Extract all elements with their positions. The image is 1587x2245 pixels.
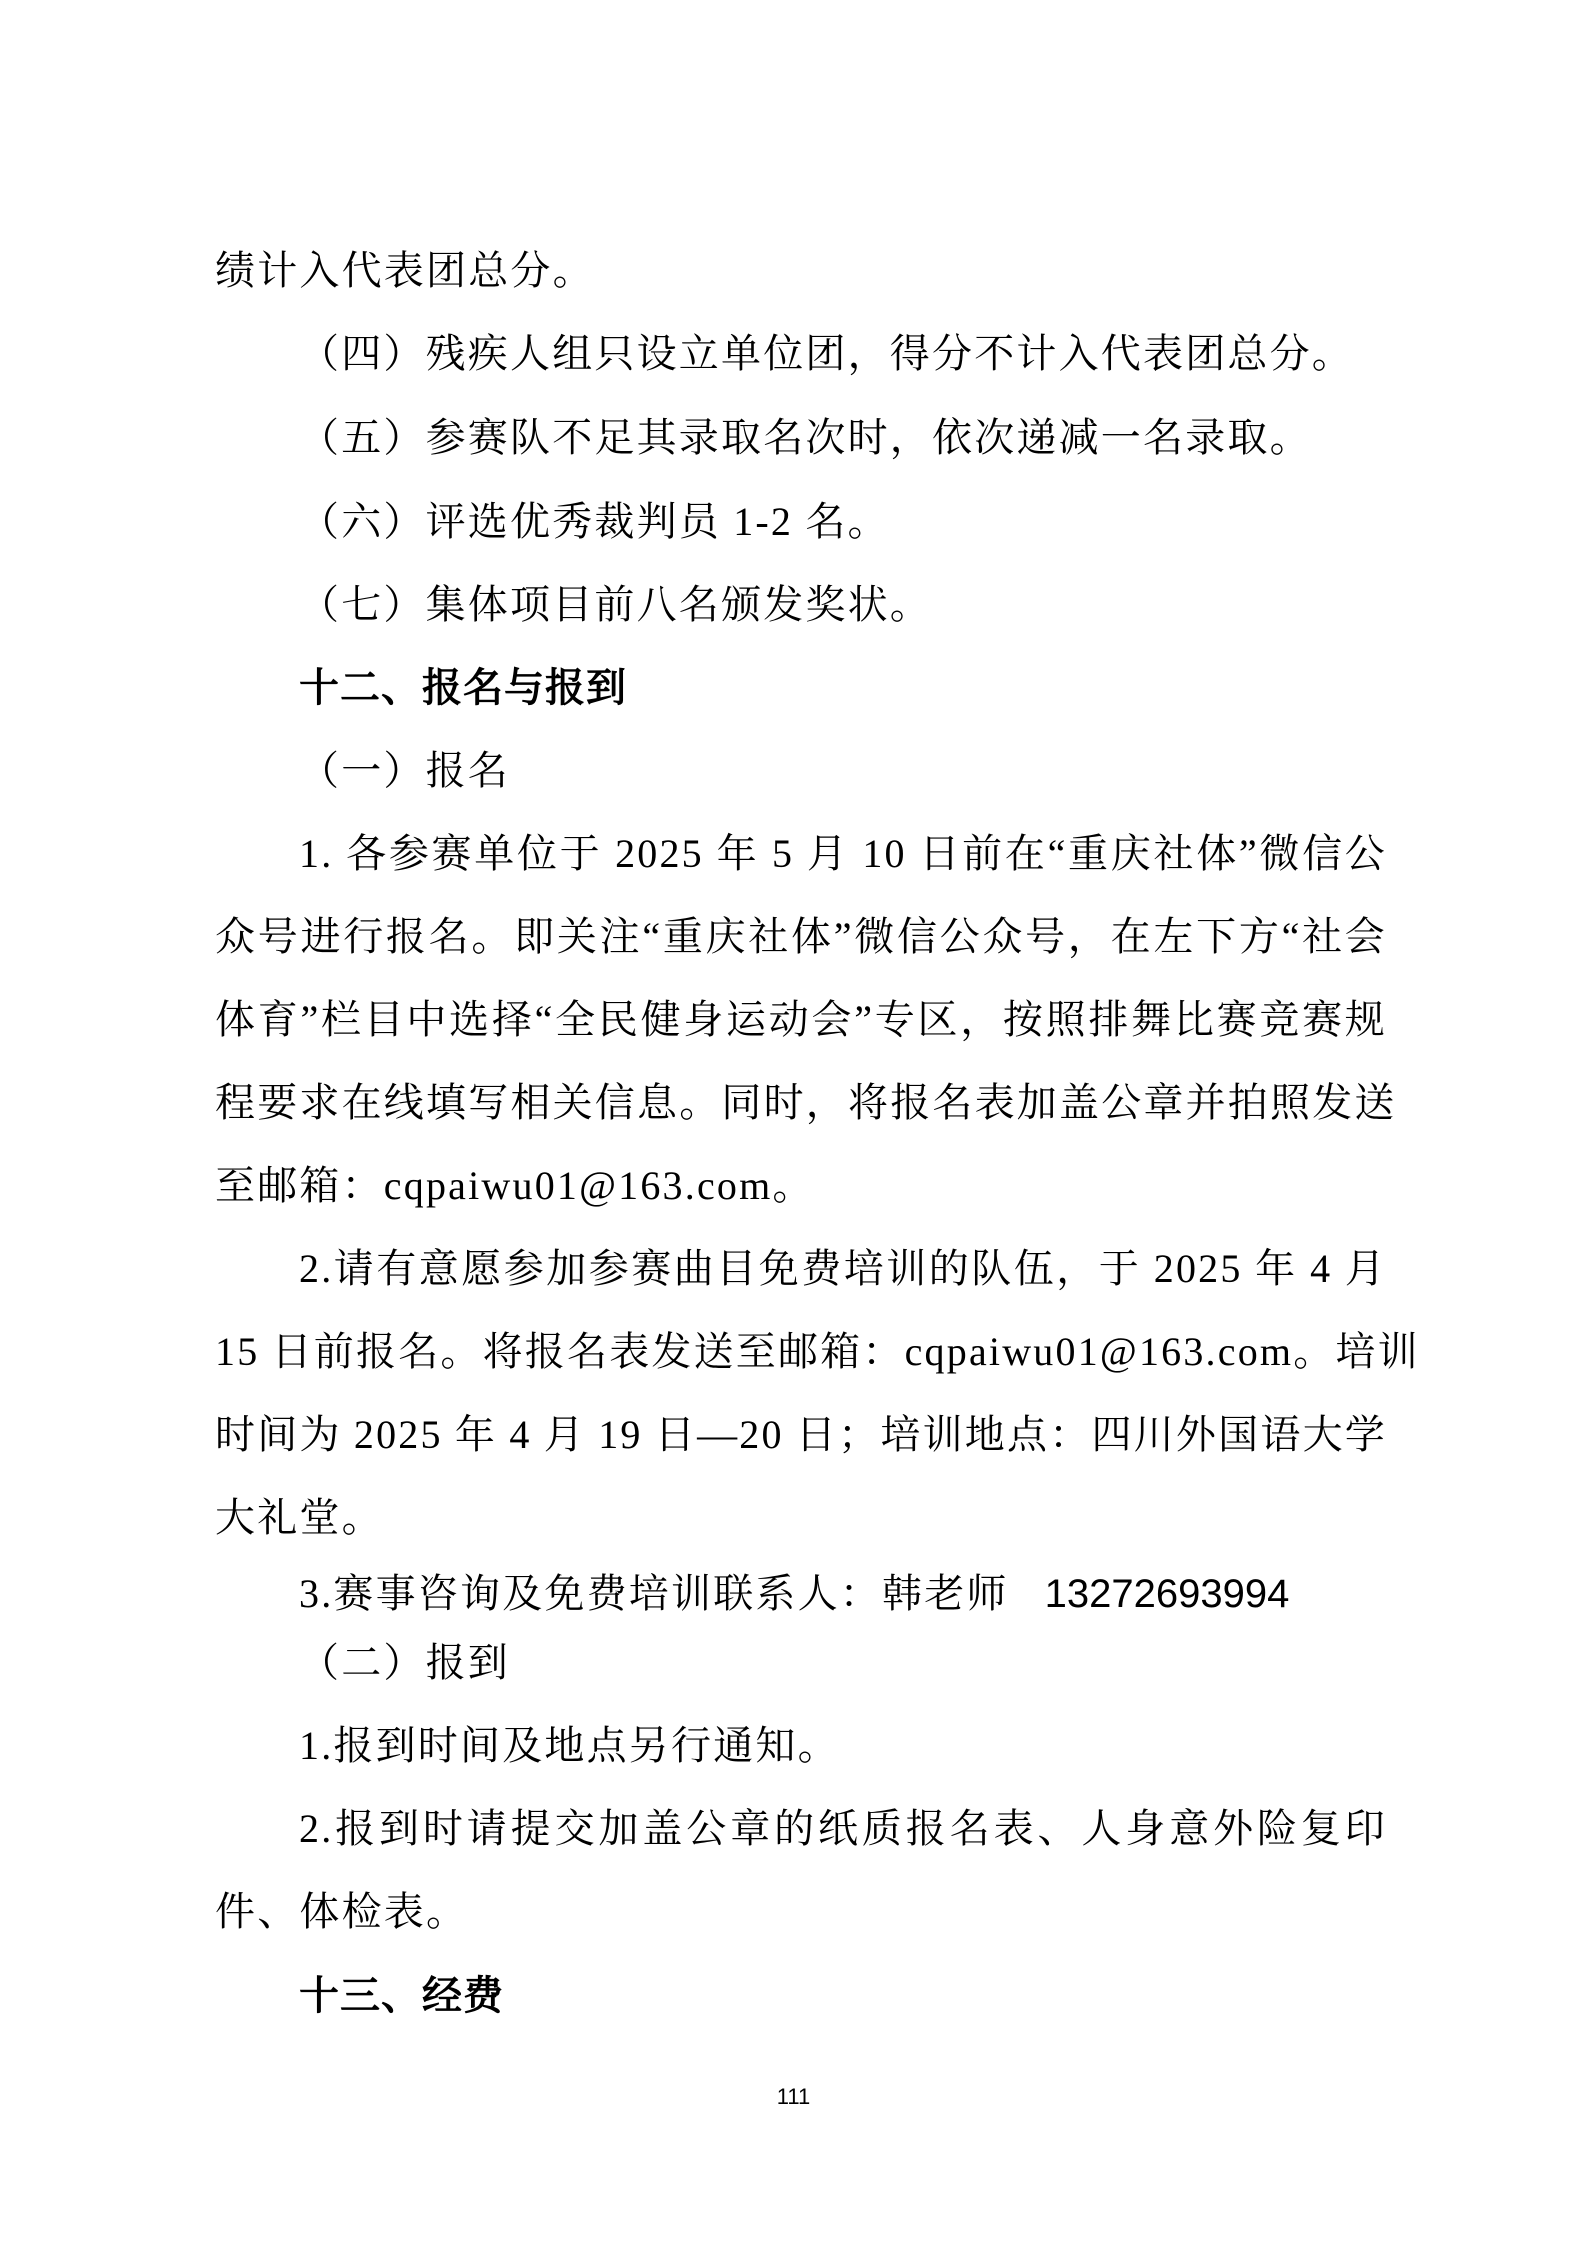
checkin-item-1: 1.报到时间及地点另行通知。 [299, 1723, 840, 1768]
page-number: 111 [776, 2084, 811, 2109]
signup-item-2-line-3: 时间为 2025 年 4 月 19 日—20 日；培训地点：四川外国语大学 [215, 1412, 1387, 1457]
signup-item-1-line-4: 程要求在线填写相关信息。同时，将报名表加盖公章并拍照发送 [215, 1080, 1397, 1125]
signup-item-1-line-3: 体育”栏目中选择“全民健身运动会”专区，按照排舞比赛竞赛规 [215, 997, 1387, 1042]
section-heading-funding: 十三、经费 [299, 1973, 504, 2019]
checkin-item-2-line-1: 2.报到时请提交加盖公章的纸质报名表、人身意外险复印 [299, 1806, 1387, 1851]
subsection-heading-signup: （一）报名 [299, 748, 510, 793]
section-heading-registration: 十二、报名与报到 [299, 665, 627, 711]
list-item-insufficient-teams: （五）参赛队不足其录取名次时，依次递减一名录取。 [299, 415, 1312, 460]
list-item-outstanding-referees: （六）评选优秀裁判员 1-2 名。 [299, 499, 890, 544]
contact-phone: 13272693994 [1044, 1572, 1290, 1616]
signup-item-2-line-1: 2.请有意愿参加参赛曲目免费培训的队伍，于 2025 年 4 月 [299, 1246, 1387, 1291]
signup-item-2-line-2-email: 15 日前报名。将报名表发送至邮箱：cqpaiwu01@163.com。培训 [215, 1329, 1420, 1374]
subsection-heading-checkin: （二）报到 [299, 1640, 510, 1685]
signup-item-2-line-4: 大礼堂。 [215, 1495, 384, 1540]
signup-item-1-line-2: 众号进行报名。即关注“重庆社体”微信公众号，在左下方“社会 [215, 914, 1387, 959]
signup-item-1-line-5-email: 至邮箱：cqpaiwu01@163.com。 [215, 1163, 815, 1208]
list-item-disabled-group: （四）残疾人组只设立单位团，得分不计入代表团总分。 [299, 331, 1354, 376]
checkin-item-2-line-2: 件、体检表。 [215, 1889, 469, 1934]
list-item-certificates: （七）集体项目前八名颁发奖状。 [299, 582, 932, 627]
signup-item-1-line-1: 1. 各参赛单位于 2025 年 5 月 10 日前在“重庆社体”微信公 [299, 831, 1387, 876]
contact-label: 3.赛事咨询及免费培训联系人：韩老师 [299, 1571, 1009, 1616]
signup-item-3-contact [299, 1568, 1387, 1620]
paragraph-line-continuation: 绩计入代表团总分。 [215, 248, 595, 293]
